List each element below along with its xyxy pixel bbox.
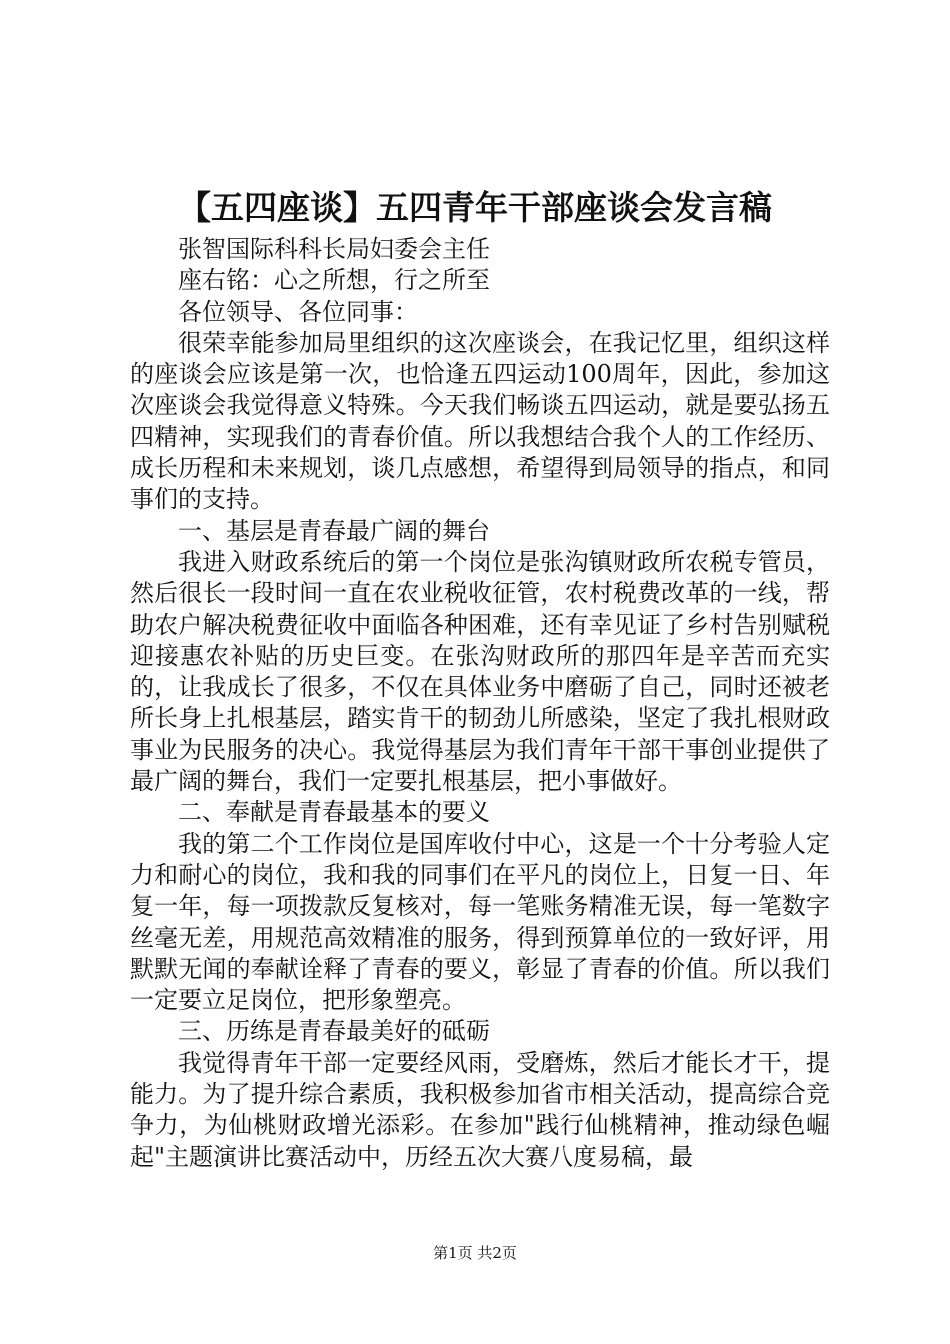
section-heading-1: 一、基层是青春最广阔的舞台 xyxy=(178,516,490,545)
document-body xyxy=(130,234,830,1173)
paragraph-section-3: 我觉得青年干部一定要经风雨，受磨炼，然后才能长才干，提能力。为了提升综合素质，我积极参加省市相关活动，提高综合竞争力，为仙桃财政增光添彩。在参加"践行仙桃精神，推动绿色崛起"主题演讲比赛活动中，历经五次大赛八度易稿，最 xyxy=(130,1048,830,1171)
paragraph-section-1: 我进入财政系统后的第一个岗位是张沟镇财政所农税专管员，然后很长一段时间一直在农业税收征管，农村税费改革的一线，帮助农户解决税费征收中面临各种困难，还有幸见证了乡村告别赋税迎接惠农补贴的历史巨变。在张沟财政所的那四年是辛苦而充实的，让我成长了很多，不仅在具体业务中磨砺了自己，同时还被老所长身上扎根基层，踏实肯干的韧劲儿所感染，坚定了我扎根财政事业为民服务的决心。我觉得基层为我们青年干部干事创业提供了最广阔的舞台，我们一定要扎根基层，把小事做好。 xyxy=(130,547,830,796)
section-heading-2: 二、奉献是青春最基本的要义 xyxy=(178,798,490,827)
section-heading-3: 三、历练是青春最美好的砥砺 xyxy=(178,1017,490,1046)
salutation-line: 各位领导、各位同事： xyxy=(178,297,418,326)
page-footer: 第1页 共2页 xyxy=(433,1244,517,1262)
paragraph-intro: 很荣幸能参加局里组织的这次座谈会，在我记忆里，组织这样的座谈会应该是第一次，也恰逢五四运动100周年，因此，参加这次座谈会我觉得意义特殊。今天我们畅谈五四运动，就是要弘扬五四精神，实现我们的青春价值。所以我想结合我个人的工作经历、成长历程和未来规划，谈几点感想，希望得到局领导的指点，和同事们的支持。 xyxy=(130,328,830,514)
motto-line: 座右铭：心之所想，行之所至 xyxy=(178,266,490,295)
author-line: 张智国际科科长局妇委会主任 xyxy=(178,235,490,263)
document-title: 【五四座谈】五四青年干部座谈会发言稿 xyxy=(178,188,772,227)
paragraph-section-2: 我的第二个工作岗位是国库收付中心，这是一个十分考验人定力和耐心的岗位，我和我的同事们在平凡的岗位上，日复一日、年复一年，每一项拨款反复核对，每一笔账务精准无误，每一笔数字丝毫无差，用规范高效精准的服务，得到预算单位的一致好评，用默默无闻的奉献诠释了青春的要义，彰显了青春的价值。所以我们一定要立足岗位，把形象塑亮。 xyxy=(130,829,830,1015)
